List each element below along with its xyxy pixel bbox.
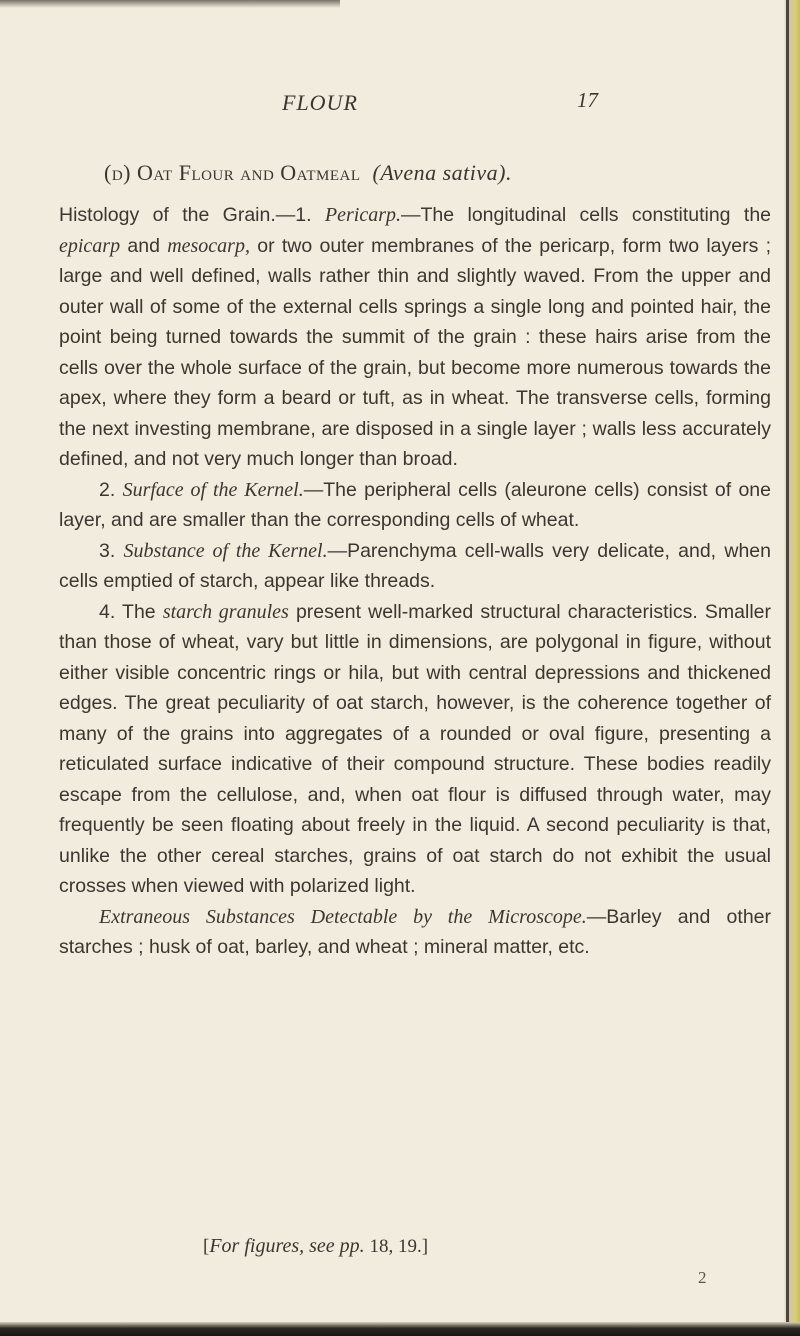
- page-number: 17: [577, 88, 598, 112]
- page-top-shadow: [0, 0, 340, 8]
- histology-text-b: or two outer membranes of the pericarp, form two layers ; large and well defined, walls rather thin and slightly waved. From the upper and outer wall of some of the external cells springs a single long and pointed hair, the point being turned towards the summit of the grain : these hairs arise from the cells over the whole surface of the grain, but become more numerous towards the apex, where they form a beard or tuft, as in wheat. The transverse cells, forming the next investing membrane, are disposed in a single layer ; walls less accurately defined, and not very much longer than broad.: [59, 234, 772, 470]
- scientific-name: (Avena sativa).: [372, 160, 512, 185]
- paragraph-substance: [59, 536, 771, 597]
- mesocarp-term: mesocarp,: [167, 234, 250, 257]
- figure-ref-label: For figures, see pp.: [209, 1235, 365, 1257]
- para3-text: —Parenchyma cell-walls very delicate, and, when cells emptied of starch, appear like threads.: [59, 539, 771, 592]
- para4-text: present well-marked structural characteristics. Smaller than those of wheat, vary but little in dimensions, are polygonal in figure, without either visible concentric rings or hila, but with central depressions and thickened edges. The great peculiarity of oat starch, however, is the coherence together of many of the grains into aggregates of a rounded or oval figure, presenting a reticulated surface indicative of their compound structure. These bodies readily escape from the cellulose, and, when oat flour is diffused through water, may frequently be seen floating about freely in the liquid. A second peculiarity is that, unlike the other cereal starches, grains of oat starch do not exhibit the usual crosses when viewed with polarized light.: [59, 600, 771, 897]
- figure-ref-bracket: [: [203, 1236, 210, 1257]
- section-title-text: (d) Oat Flour and Oatmeal: [104, 160, 361, 185]
- pericarp-term: Pericarp.: [324, 204, 402, 226]
- signature-mark: 2: [698, 1268, 707, 1287]
- histology-lead: Histology of the Grain.—1.: [59, 204, 312, 226]
- running-title: FLOUR: [282, 90, 358, 115]
- surface-term: Surface of the Kernel.: [122, 478, 304, 501]
- paragraph-surface: [59, 475, 771, 536]
- para5-text: —Barley and other starches ; husk of oat, barley, and wheat ; mineral matter, etc.: [59, 905, 772, 958]
- page-binding-edge: [784, 0, 800, 1336]
- para4-number: 4. The: [99, 600, 156, 623]
- paragraph-histology: [59, 200, 771, 475]
- extraneous-term: Extraneous Substances Detectable by the Microscope.: [99, 905, 587, 928]
- para2-number: 2.: [99, 478, 116, 501]
- page-bottom-edge: [0, 1322, 800, 1336]
- paragraph-starch: [59, 597, 771, 902]
- histology-and: and: [127, 234, 160, 257]
- section-title: [104, 160, 764, 186]
- substance-term: Substance of the Kernel.: [123, 539, 328, 562]
- para3-number: 3.: [99, 539, 116, 562]
- para2-text: —The peripheral cells (aleurone cells) consist of one layer, and are smaller than the corresponding cells of wheat.: [59, 478, 771, 531]
- starch-term: starch granules: [162, 600, 289, 623]
- epicarp-term: epicarp: [59, 234, 121, 257]
- body-text: [59, 200, 771, 963]
- paragraph-extraneous: [59, 902, 771, 963]
- figure-reference: [203, 1235, 428, 1258]
- histology-text-a: —The longitudinal cells constituting the: [401, 204, 772, 226]
- figure-ref-pages: 18, 19.]: [369, 1236, 429, 1257]
